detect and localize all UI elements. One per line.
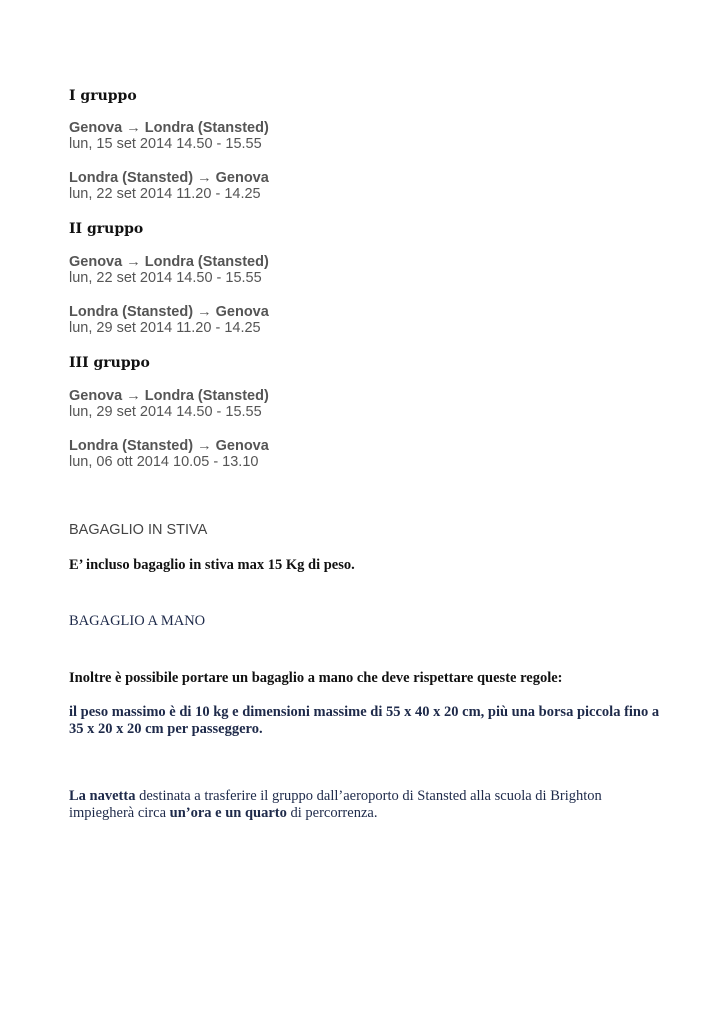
group-2-return-route: Londra (Stansted) → Genova: [69, 304, 269, 320]
shuttle-duration: un’ora e un quarto: [169, 805, 287, 821]
group-2-return-datetime: lun, 29 set 2014 11.20 - 14.25: [69, 320, 261, 336]
hand-baggage-rules: il peso massimo è di 10 kg e dimensioni massime di 55 x 40 x 20 cm, più una borsa piccola fino a 35 x 20 x 20 cm per passeggero.: [69, 704, 660, 737]
hand-baggage-heading: BAGAGLIO A MANO: [69, 613, 206, 629]
group-3-outbound-datetime: lun, 29 set 2014 14.50 - 15.55: [69, 404, 262, 420]
group-3-title: III gruppo: [69, 355, 150, 371]
hold-baggage-text: E’ incluso bagaglio in stiva max 15 Kg di peso.: [69, 557, 355, 573]
shuttle-text-mid: destinata a trasferire il gruppo dall’aeroporto di Stansted alla scuola di Brighton impiegherà circa: [69, 788, 602, 821]
hand-baggage-intro: Inoltre è possibile portare un bagaglio a mano che deve rispettare queste regole:: [69, 670, 563, 686]
group-3-return-route: Londra (Stansted) → Genova: [69, 438, 269, 454]
shuttle-paragraph: [69, 788, 669, 822]
group-3-return-datetime: lun, 06 ott 2014 10.05 - 13.10: [69, 454, 259, 470]
group-2-title: II gruppo: [69, 221, 144, 237]
hold-baggage-heading: BAGAGLIO IN STIVA: [69, 522, 208, 538]
shuttle-text-end: di percorrenza.: [286, 805, 378, 821]
shuttle-bold-start: La navetta: [69, 788, 136, 804]
group-2-outbound-datetime: lun, 22 set 2014 14.50 - 15.55: [69, 270, 262, 286]
group-1-outbound-route: Genova → Londra (Stansted): [69, 120, 269, 136]
group-2-outbound-route: Genova → Londra (Stansted): [69, 254, 269, 270]
group-1-outbound-datetime: lun, 15 set 2014 14.50 - 15.55: [69, 136, 262, 152]
group-3-outbound-route: Genova → Londra (Stansted): [69, 388, 269, 404]
group-1-return-datetime: lun, 22 set 2014 11.20 - 14.25: [69, 186, 261, 202]
group-1-title: I gruppo: [69, 88, 137, 104]
group-1-return-route: Londra (Stansted) → Genova: [69, 170, 269, 186]
